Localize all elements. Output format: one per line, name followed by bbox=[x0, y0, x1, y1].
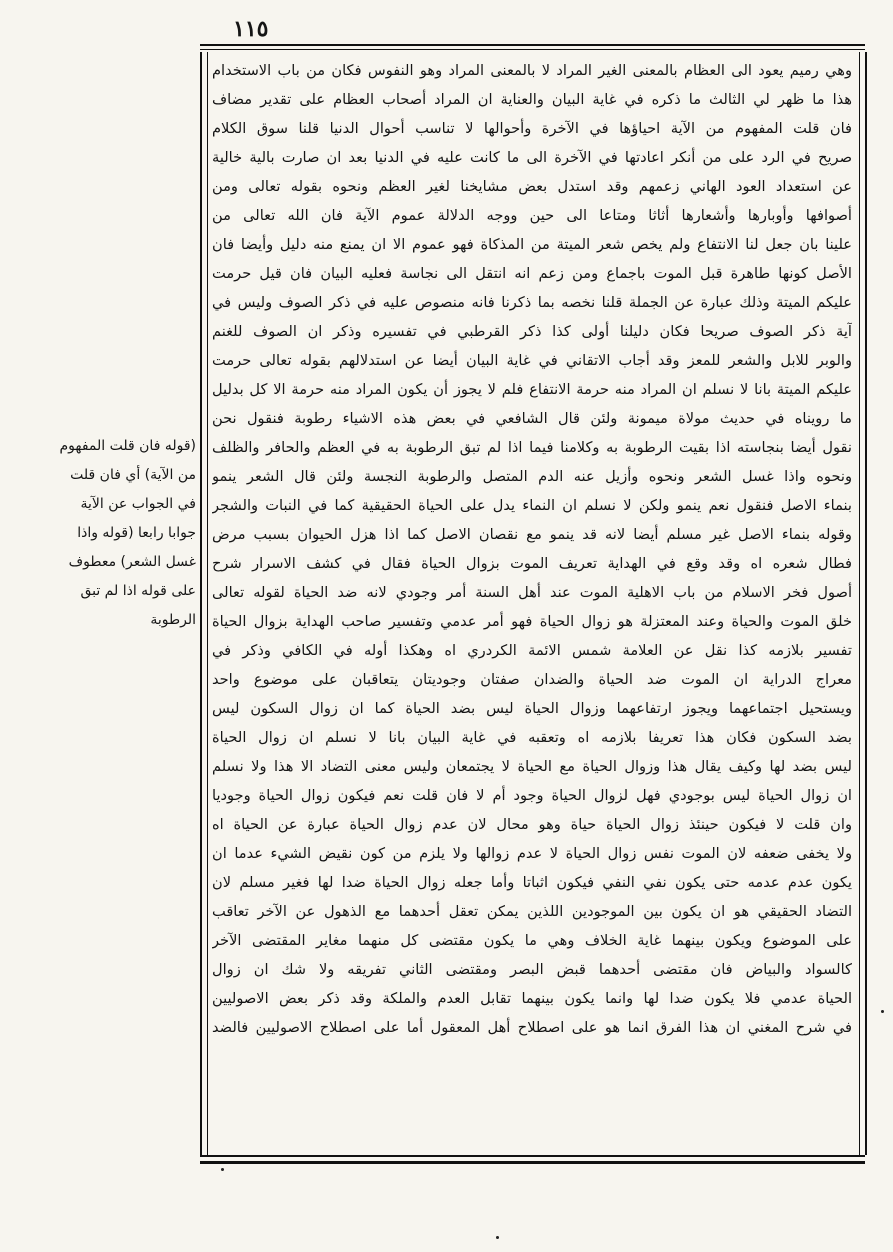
text-line: الحياة عدمي فلا يكون ضدا لها وانما يكون بينهما تقابل العدم والملكة وقد ذكر بعض الاصوليين bbox=[212, 990, 852, 1007]
text-line: ولا يخفى ضعفه لان الموت نفس زوال الحياة لا عدم زوالها ولا يلزم من كون نقيض الشيء عدما ان bbox=[212, 845, 852, 862]
text-line: والوبر للابل والشعر للمعز وقد أجاب الاتقاني في غاية البيان أيضا عن استدلالهم بقوله تعالى حرمت bbox=[212, 352, 852, 369]
text-line: بضد السكون فكان هذا تعريفا بلازمه اه وتعقبه في غاية البيان بانا لا نسلم ان زوال الحياة bbox=[212, 729, 852, 746]
text-line: يكون عدم عدمه حتى يكون نفي النفي فيكون اثباتا وأما جعله زوال الحياة ضدا لها فغير مسلم لان bbox=[212, 874, 852, 891]
frame-inner-rule-left bbox=[207, 52, 208, 1155]
text-line: نقول أيضا بنجاسته اذا بقيت الرطوبة به وكلامنا فيما اذا لم تبق الرطوبة به في العظم والحافر والظلف bbox=[212, 439, 852, 456]
text-line: التضاد الحقيقي هو ان يكون بين الموجودين اللذين يمكن تعقل أحدهما مع الذهول عن الآخر تعاقب bbox=[212, 903, 852, 920]
ink-speck bbox=[221, 1168, 224, 1171]
text-line: وان قلت لا فيكون حينئذ زوال الحياة حياة وهو محال لان عدم زوال الحياة عبارة عن الحياة اه bbox=[212, 816, 852, 833]
text-line: على الموضوع ويكون بينهما غاية الخلاف وهي ما يكون مقتضى كل منهما مغاير المقتضى الآخر bbox=[212, 932, 852, 949]
text-line: كالسواد والبياض فان مقتضى أحدهما قبض البصر ومقتضى الثاني تفريقه ولا شك ان زوال bbox=[212, 961, 852, 978]
margin-note-line: على قوله اذا لم تبق bbox=[80, 583, 196, 599]
text-line: آية ذكر الصوف صريحا فكان دليلنا أولى كذا ذكر القرطبي في تفسيره وذكر ان الصوف للغنم bbox=[212, 323, 852, 340]
frame-inner-rule-right bbox=[859, 52, 860, 1155]
text-line: عليكم الميتة وذلك عبارة عن الجملة قلنا نخصه بما ذكرنا فانه منصوص عليه في ذكر الصوف وليس في bbox=[212, 294, 852, 311]
text-line: تفسير بلازمه كذا نقل عن العلامة شمس الائمة الكردري اه وهكذا أوله في الكافي وذكر في bbox=[212, 642, 852, 659]
header-rule-thin bbox=[200, 49, 865, 50]
text-line: بنماء الاصل فنقول نعم ينمو ولكن لا نسلم ان النماء يدل على الحياة الحقيقية كما في النبات والشجر bbox=[212, 497, 852, 514]
text-line: ويستحيل اجتماعهما ويجوز ارتفاعهما وزوال الحياة ليس بضد الحياة كما ان زوال السكون ليس bbox=[212, 700, 852, 717]
text-line: صريح في الرد على من أنكر اعادتها في الآخرة الى ما كانت عليه في الدنيا بعد ان صارت بالية خالية bbox=[212, 149, 852, 166]
text-line: وهي رميم يعود الى العظام بالمعنى الغير المراد لا بالمعنى المراد وهو النفوس فكان من باب الاستخدام bbox=[212, 62, 852, 79]
ink-speck bbox=[496, 1236, 499, 1239]
text-line: عليكم الميتة بانا لا نسلم ان المراد منه حرمة الانتفاع فلم لا يجوز أن يكون المراد منه حرمة الا كل بدليل bbox=[212, 381, 852, 398]
text-line: الأصل كونها طاهرة قبل الموت باجماع ومن زعم انه انتقل الى نجاسة فعليه البيان فان قيل حرمت bbox=[212, 265, 852, 282]
text-line: وقوله بنماء الاصل غير مسلم أيضا لانه قد ينمو مع نقصان الاصل كما اذا هزل الحيوان بسبب مرض bbox=[212, 526, 852, 543]
ink-speck bbox=[881, 1010, 884, 1013]
text-line: ونحوه واذا غسل الشعر ونحوه وأزيل عنه الدم المتصل والرطوبة النجسة ولئن قال الشعر ينمو bbox=[212, 468, 852, 485]
margin-note-line: جوابا رابعا (قوله واذا bbox=[77, 525, 196, 541]
page-number: ١١٥ bbox=[233, 16, 269, 42]
text-line: معراج الدراية ان الموت ضد الحياة والضدان صفتان وجوديتان يتعاقبان على موضوع واحد bbox=[212, 671, 852, 688]
text-line: في شرح المغني ان هذا الفرق انما هو على اصطلاح أهل المعقول أما على اصطلاح الاصوليين فالضد bbox=[212, 1019, 852, 1036]
text-line: ليس بضد لها وكيف يقال هذا وزوال الحياة مع الحياة لا يجتمعان وليس معنى التضاد الا هذا ولا نسلم bbox=[212, 758, 852, 775]
main-text-body bbox=[212, 56, 852, 1042]
text-line: أصول فخر الاسلام من باب الاهلية الموت عند أهل السنة أمر وجودي لانه ضد الحياة لقوله تعالى bbox=[212, 584, 852, 601]
text-line: هذا ما ظهر لي الثالث ما ذكره في غاية البيان والعناية ان المراد أصحاب العظام على تقدير مضاف bbox=[212, 91, 852, 108]
text-line: فطال شعره اه وقد وقع في الهداية تعريف الموت بزوال الحياة فقال في كشف الاسرار شرح bbox=[212, 555, 852, 572]
text-line: خلق الموت والحياة وعند المعتزلة هو زوال الحياة فهو أمر عدمي وتفسير صاحب الهداية بزوال الحياة bbox=[212, 613, 852, 630]
footer-rule-thick bbox=[200, 1161, 865, 1164]
footer-rule bbox=[200, 1155, 865, 1157]
margin-commentary bbox=[8, 432, 196, 635]
margin-note-line: من الآية) أي فان قلت bbox=[70, 467, 196, 483]
header-rule bbox=[200, 44, 865, 46]
margin-note-line: (قوله فان قلت المفهوم bbox=[59, 438, 196, 454]
margin-note-line: الرطوبة bbox=[150, 612, 196, 628]
text-line: ما رويناه في حديث مولاة ميمونة ولئن قال الشافعي في بعض هذه الاشياء رطوبة فنقول نحن bbox=[212, 410, 852, 427]
text-line: فان قلت المفهوم من الآية احياؤها في الآخرة وأحوالها لا تناسب أحوال الدنيا قلنا سوق الكلام bbox=[212, 120, 852, 137]
text-line: عن استعداد العود الهاني زعمهم وقد استدل بعض مشايخنا لغير العظم ونحوه بقوله تعالى ومن bbox=[212, 178, 852, 195]
text-line: علينا بان جعل لنا الانتفاع ولم يخص شعر الميتة من المذكاة فهو عموم الا ان يمنع منه دليل وأيضا فان bbox=[212, 236, 852, 253]
margin-note-line: في الجواب عن الآية bbox=[80, 496, 196, 512]
text-line: أصوافها وأوبارها وأشعارها أثاثا ومتاعا الى حين ووجه الدلالة عموم الآية فان الله تعالى من bbox=[212, 207, 852, 224]
text-line: ان زوال الحياة ليس بوجودي فهل لزوال الحياة وجود أم لا فان قلت نعم فيكون زوال الحياة وجوديا bbox=[212, 787, 852, 804]
margin-note-line: غسل الشعر) معطوف bbox=[68, 554, 196, 570]
